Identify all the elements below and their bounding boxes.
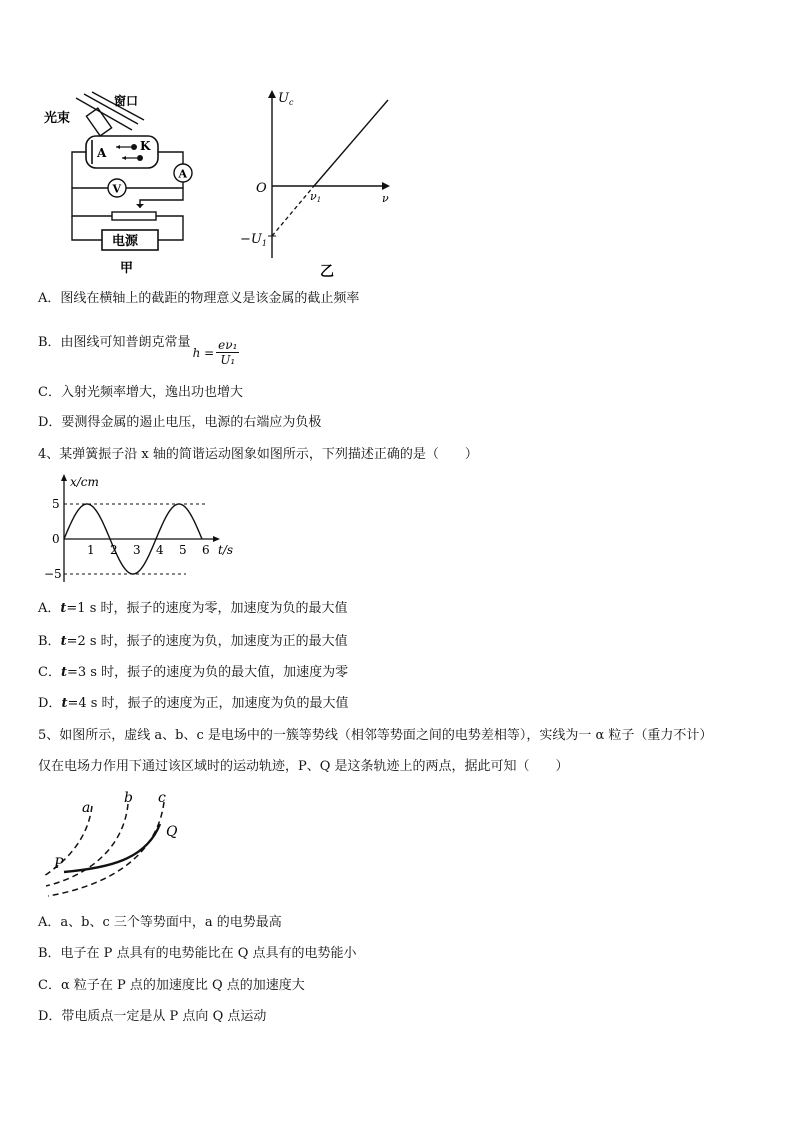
equipotential-line-a: [44, 806, 92, 876]
label-b: b: [124, 790, 133, 806]
circuit-wire: [158, 152, 183, 164]
y-tick-label: 5: [52, 497, 60, 511]
x-tick-label: 5: [179, 543, 187, 557]
circuit-wire: [72, 188, 112, 216]
circuit-wire: [72, 216, 102, 240]
uc-line-extension: [272, 186, 314, 236]
q5-stem-line1: 5、如图所示，虚线 a、b、c 是电场中的一簇等势线（相邻等势面之间的电势差相等），实线为一 α 粒子（重力不计）: [38, 728, 713, 743]
anode-label: A: [97, 146, 107, 160]
time-variable: t: [60, 601, 67, 616]
x-tick-label: 4: [156, 543, 164, 557]
q4-option-b: [38, 633, 348, 651]
x-tick-label: 1: [87, 543, 95, 557]
rheostat-slider: [136, 204, 144, 208]
origin-label: O: [256, 181, 267, 196]
option-letter: B．: [38, 634, 61, 649]
chart-x-axis-arrow: [213, 536, 220, 542]
formula-denominator: U₁: [220, 353, 236, 367]
q4-stem: 4、某弹簧振子沿 x 轴的简谐运动图象如图所示，下列描述正确的是（ ）: [38, 447, 478, 462]
y-axis-label: x/cm: [70, 475, 99, 489]
planck-formula: [193, 338, 240, 367]
q5-option-d: D．带电质点一定是从 P 点向 Q 点运动: [38, 1009, 267, 1024]
window-label: 窗口: [114, 94, 139, 108]
shm-chart: [38, 470, 248, 588]
stopping-voltage-graph: [240, 88, 400, 283]
x-axis-arrow: [382, 182, 390, 190]
uc-line: [314, 100, 388, 186]
origin-label: 0: [52, 532, 60, 546]
power-label: 电源: [112, 234, 139, 249]
y-tick-label: −5: [44, 567, 62, 581]
particle-trajectory: [64, 824, 160, 872]
arrowhead: [116, 145, 120, 149]
q3-option-c: C．入射光频率增大，逸出功也增大: [38, 385, 243, 400]
x-axis-label: t/s: [218, 543, 234, 557]
q5-option-b: B．电子在 P 点具有的电势能比在 Q 点具有的电势能小: [38, 946, 357, 961]
x-axis-label: ν: [382, 192, 389, 205]
circuit-wire: [126, 182, 183, 188]
option-letter: C．: [38, 665, 61, 680]
q4-option-a: [38, 600, 348, 618]
time-variable: t: [61, 696, 68, 711]
time-variable: t: [60, 634, 67, 649]
label-p: P: [54, 856, 64, 872]
q3-option-b: [38, 334, 239, 367]
option-text: =2 s 时，振子的速度为负，加速度为正的最大值: [66, 634, 348, 649]
cathode-label: K: [140, 139, 151, 153]
formula-numerator: eν₁: [218, 338, 238, 352]
q3-option-a: A．图线在横轴上的截距的物理意义是该金属的截止频率: [38, 291, 360, 306]
ammeter-label: A: [178, 167, 188, 181]
light-beam-label: 光束: [44, 111, 71, 126]
voltmeter-label: V: [112, 182, 122, 196]
electron-icon: [131, 144, 137, 150]
label-a: a: [82, 800, 91, 816]
option-text: =3 s 时，振子的速度为负的最大值，加速度为零: [66, 665, 349, 680]
figure-caption-jia: 甲: [120, 261, 134, 276]
circuit-wire: [156, 216, 183, 240]
equipotential-line-b: [46, 804, 128, 886]
x-tick-label: 2: [110, 543, 118, 557]
q5-stem-line2: 仅在电场力作用下通过该区域时的运动轨迹，P、Q 是这条轨迹上的两点，据此可知（ ）: [38, 759, 569, 774]
q4-option-d: [38, 695, 349, 713]
q5-option-c: C．α 粒子在 P 点的加速度比 Q 点的加速度大: [38, 978, 305, 993]
circuit-wire: [140, 188, 183, 208]
formula-lhs: h =: [192, 345, 215, 360]
x-tick-label: 6: [202, 543, 210, 557]
equipotential-line-c: [48, 802, 164, 896]
option-letter: A．: [38, 601, 61, 616]
figure-caption-yi: 乙: [320, 264, 334, 280]
chart-y-axis-arrow: [61, 474, 67, 481]
arrowhead: [122, 156, 126, 160]
time-variable: t: [60, 665, 67, 680]
label-c: c: [158, 790, 166, 806]
electron-icon: [137, 155, 143, 161]
circuit-figure: [40, 88, 200, 278]
y-intercept-label: $-U_1$: [240, 232, 267, 248]
rheostat: [112, 212, 156, 220]
q3-option-b-text: B．由图线可知普朗克常量: [38, 335, 191, 350]
y-axis-label: $U_c$: [278, 91, 294, 107]
equipotential-figure: [38, 788, 198, 900]
option-text: =1 s 时，振子的速度为零，加速度为负的最大值: [66, 601, 348, 616]
y-axis-arrow: [268, 90, 276, 98]
x-intercept-label: ν1: [310, 190, 322, 204]
q3-option-d: D．要测得金属的遏止电压，电源的右端应为负极: [38, 415, 322, 430]
phototube-window: [86, 108, 111, 136]
x-tick-label: 3: [133, 543, 141, 557]
label-q: Q: [166, 824, 178, 840]
option-letter: D．: [38, 696, 62, 711]
q4-option-c: [38, 664, 348, 682]
q5-option-a: A．a、b、c 三个等势面中，a 的电势最高: [38, 915, 282, 930]
option-text: =4 s 时，振子的速度为正，加速度为负的最大值: [67, 696, 349, 711]
